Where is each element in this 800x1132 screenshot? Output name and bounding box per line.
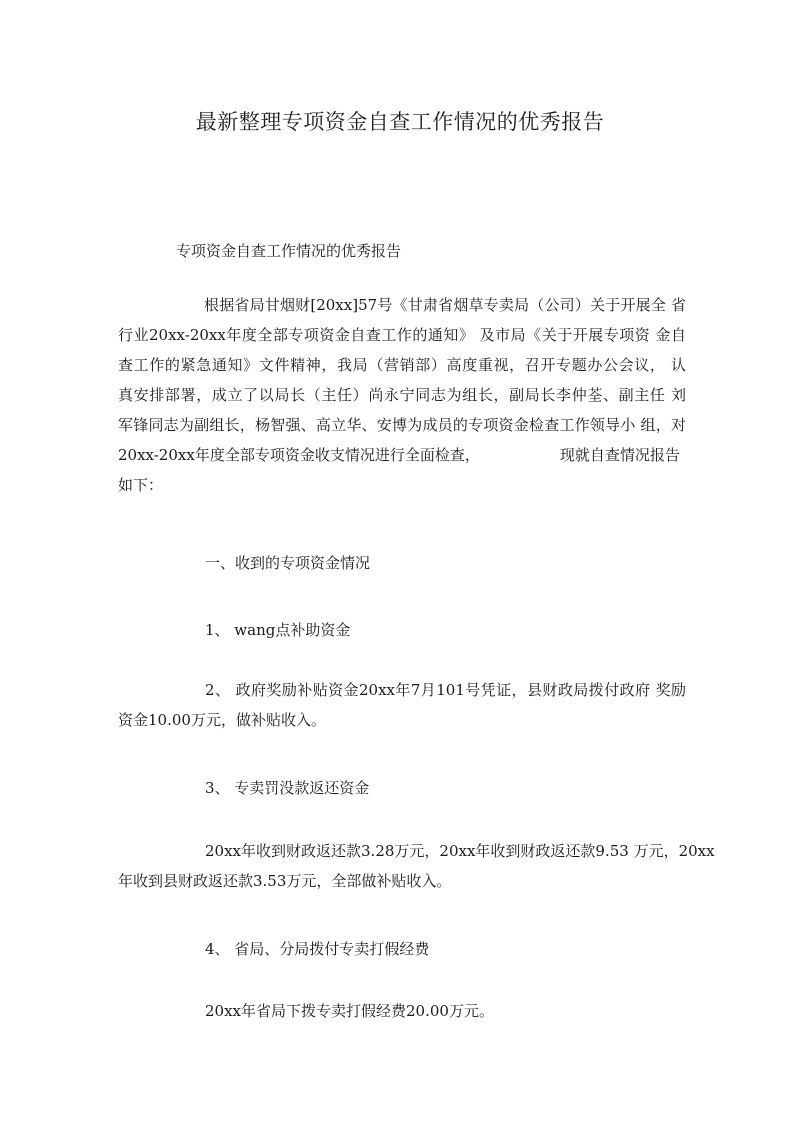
item-4-heading: 4、 省局、分局拨付专卖打假经费 xyxy=(205,940,430,958)
intro-paragraph xyxy=(118,290,686,500)
intro-line-part: 20xx-20xx年度全部专项资金收支情况进行全面检查， xyxy=(118,446,480,464)
intro-line: 真安排部署，成立了以局长（主任）尚永宁同志为组长，副局长李仲荃、副主任 刘 xyxy=(118,386,686,404)
document-subtitle: 专项资金自查工作情况的优秀报告 xyxy=(176,242,402,260)
item-2-line: 资金10.00万元，做补贴收入。 xyxy=(118,711,326,729)
item-2-paragraph xyxy=(118,675,686,735)
item-3-heading: 3、 专卖罚没款返还资金 xyxy=(205,779,370,797)
item-2-line: 2、 政府奖励补贴资金20xx年7月101号凭证，县财政局拨付政府 奖励 xyxy=(205,681,686,699)
intro-line-part: 现就自查情况报告 xyxy=(559,446,680,464)
intro-line: 根据省局甘烟财[20xx]57号《甘肃省烟草专卖局（公司）关于开展全 省 xyxy=(204,296,686,314)
document-title: 最新整理专项资金自查工作情况的优秀报告 xyxy=(195,110,605,134)
intro-line: 如下： xyxy=(118,476,164,494)
intro-line: 军锋同志为副组长，杨智强、高立华、安博为成员的专项资金检查工作领导小 组，对 xyxy=(118,416,686,434)
item-3-paragraph xyxy=(118,836,715,896)
item-1-heading: 1、 wang点补助资金 xyxy=(205,621,351,639)
intro-line: 查工作的紧急通知》文件精神，我局（营销部）高度重视，召开专题办公会议， 认 xyxy=(118,356,686,374)
intro-line: 行业20xx-20xx年度全部专项资金自查工作的通知》 及市局《关于开展专项资 金自 xyxy=(118,326,686,344)
intro-line xyxy=(118,440,686,470)
item-3-line: 年收到县财政返还款3.53万元，全部做补贴收入。 xyxy=(118,872,452,890)
section-heading: 一、收到的专项资金情况 xyxy=(205,554,371,572)
item-3-line: 20xx年收到财政返还款3.28万元，20xx年收到财政返还款9.53 万元，20xx xyxy=(205,842,715,860)
item-4-body: 20xx年省局下拨专卖打假经费20.00万元。 xyxy=(205,1002,494,1020)
